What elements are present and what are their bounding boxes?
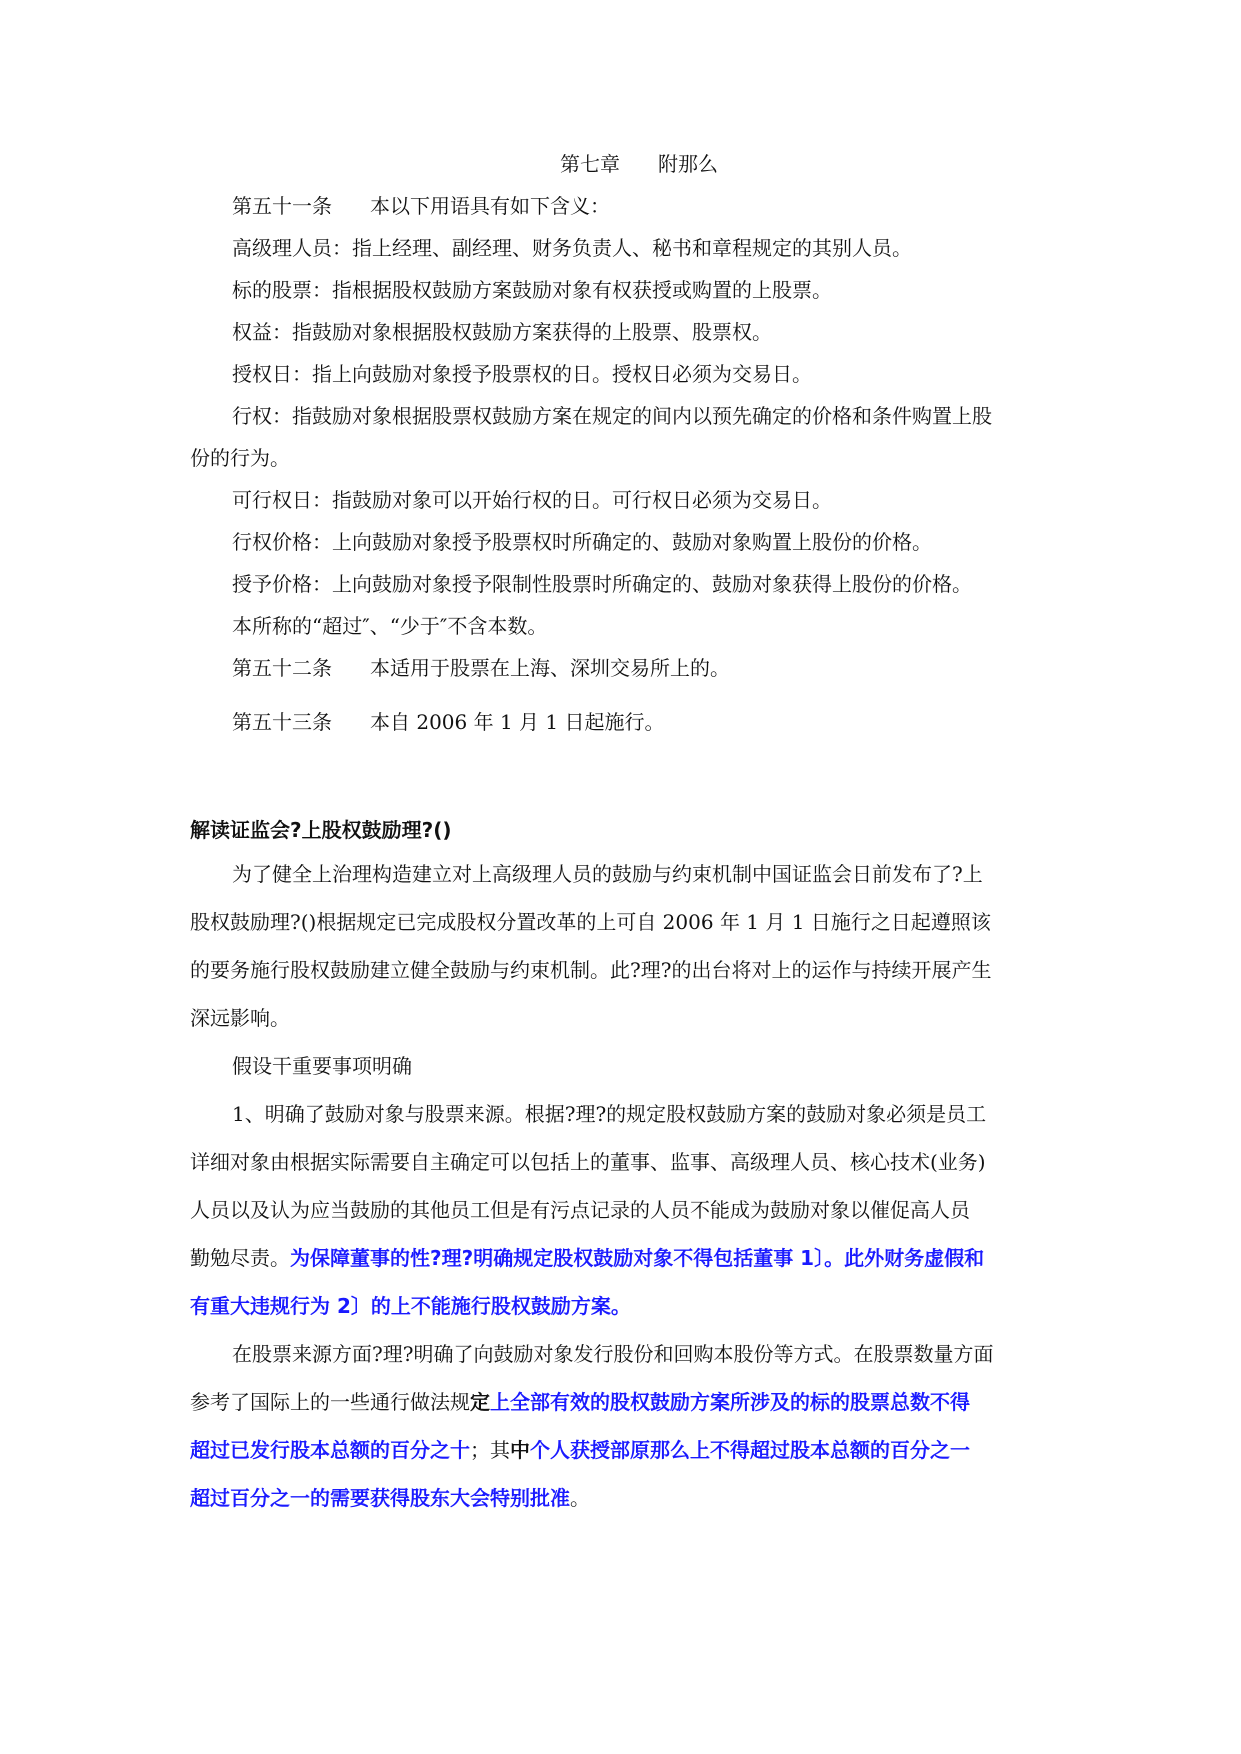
para1-line4: 深远影响。 — [190, 1006, 290, 1030]
definition-senior-management: 高级理人员：指上经理、副经理、财务负责人、秘书和章程规定的其别人员。 — [232, 236, 912, 260]
definition-equity: 权益：指鼓励对象根据股权鼓励方案获得的上股票、股票权。 — [232, 320, 772, 344]
definition-grant-price: 授予价格：上向鼓励对象授予限制性股票时所确定的、鼓励对象获得上股份的价格。 — [232, 572, 972, 596]
para3-line4: 超过百分之一的需要获得股东大会特别批准。 — [190, 1486, 590, 1510]
article-51: 第五十一条 本以下用语具有如下含义： — [232, 194, 610, 218]
subheading-key-items: 假设干重要事项明确 — [232, 1054, 412, 1078]
para1-line1: 为了健全上治理构造建立对上高级理人员的鼓励与约束机制中国证监会日前发布了?上 — [232, 862, 983, 886]
article-52: 第五十二条 本适用于股票在上海、深圳交易所上的。 — [232, 656, 730, 680]
highlight-director-exclusion: 为保障董事的性?理?明确规定股权鼓励对象不得包括董事 1〕。此外财务虚假和 — [290, 1246, 985, 1270]
highlight-individual-limit: 个人获授部原那么上不得超过股本总额的百分之一 — [530, 1438, 970, 1462]
definition-exercisable-date: 可行权日：指鼓励对象可以开始行权的日。可行权日必须为交易日。 — [232, 488, 832, 512]
para2-line1: 1、明确了鼓励对象与股票来源。根据?理?的规定股权鼓励方案的鼓励对象必须是员工 — [232, 1102, 987, 1126]
chapter-label: 第七章 — [560, 152, 620, 176]
article-53: 第五十三条 本自 2006 年 1 月 1 日起施行。 — [232, 710, 665, 734]
para3-line2: 参考了国际上的一些通行做法规定上全部有效的股权鼓励方案所涉及的标的股票总数不得 — [190, 1390, 970, 1414]
para3-line3: 超过已发行股本总额的百分之十；其中个人获授部原那么上不得超过股本总额的百分之一 — [190, 1438, 970, 1462]
definition-exceed-less: 本所称的“超过″、“少于″不含本数。 — [232, 614, 548, 638]
para1-line2: 股权鼓励理?()根据规定已完成股权分置改革的上可自 2006 年 1 月 1 日施行之日起遵照该 — [190, 910, 991, 934]
definition-grant-date: 授权日：指上向鼓励对象授予股票权的日。授权日必须为交易日。 — [232, 362, 812, 386]
chapter-name: 附那么 — [658, 152, 718, 176]
definition-exercise-price: 行权价格：上向鼓励对象授予股票权时所确定的、鼓励对象购置上股份的价格。 — [232, 530, 932, 554]
definition-exercise-line2: 份的行为。 — [190, 446, 290, 470]
para2-line4: 勤勉尽责。为保障董事的性?理?明确规定股权鼓励对象不得包括董事 1〕。此外财务虚假和 — [190, 1246, 985, 1270]
para3-line1: 在股票来源方面?理?明确了向鼓励对象发行股份和回购本股份等方式。在股票数量方面 — [232, 1342, 994, 1366]
para2-line3: 人员以及认为应当鼓励的其他员工但是有污点记录的人员不能成为鼓励对象以催促高人员 — [190, 1198, 970, 1222]
chapter-title — [560, 152, 718, 176]
para1-line3: 的要务施行股权鼓励建立健全鼓励与约束机制。此?理?的出台将对上的运作与持续开展产生 — [190, 958, 992, 982]
para2-line2: 详细对象由根据实际需要自主确定可以包括上的董事、监事、高级理人员、核心技术(业务) — [190, 1150, 986, 1174]
interpretation-heading: 解读证监会?上股权鼓励理?() — [190, 818, 452, 842]
highlight-total-limit: 上全部有效的股权鼓励方案所涉及的标的股票总数不得 — [490, 1390, 970, 1414]
para2-line5: 有重大违规行为 2〕的上不能施行股权鼓励方案。 — [190, 1294, 631, 1318]
definition-exercise-line1: 行权：指鼓励对象根据股票权鼓励方案在规定的间内以预先确定的价格和条件购置上股 — [232, 404, 992, 428]
definition-underlying-stock: 标的股票：指根据股权鼓励方案鼓励对象有权获授或购置的上股票。 — [232, 278, 832, 302]
